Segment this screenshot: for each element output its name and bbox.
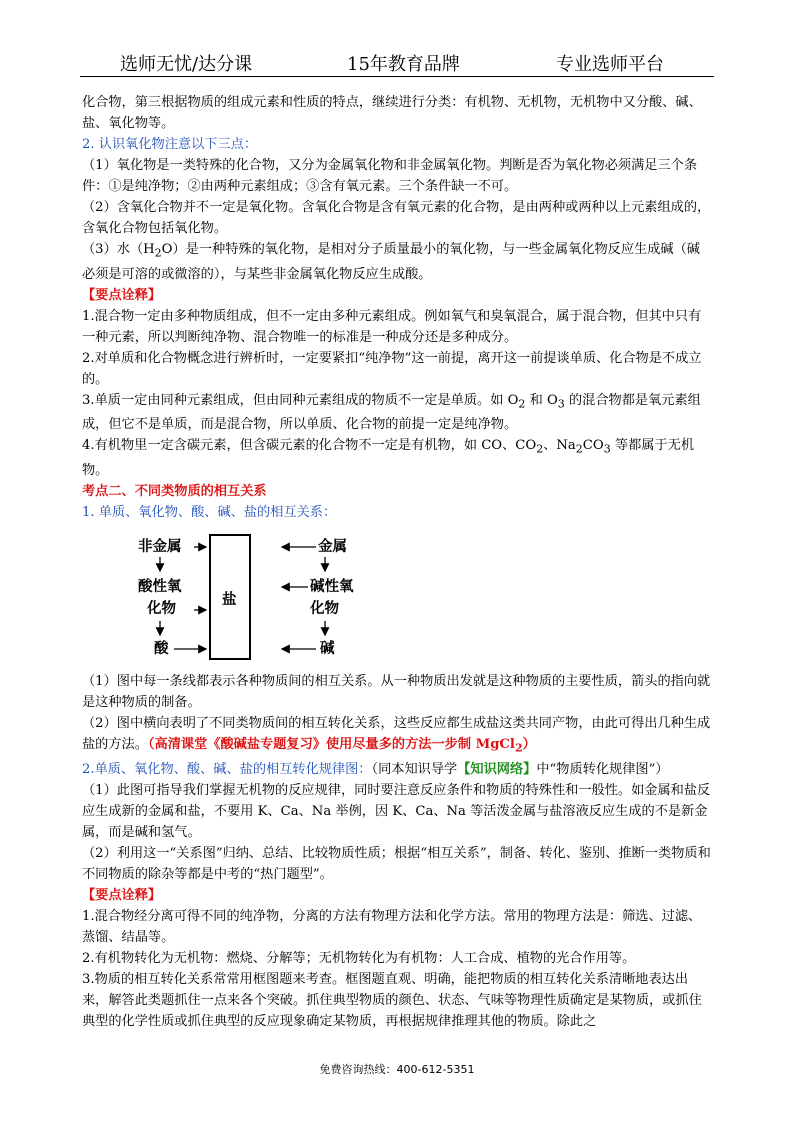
key-points-label: 【要点诠释】 — [82, 887, 162, 903]
paragraph: 3.单质一定由同种元素组成，但由同种元素组成的物质不一定是单质。如 $O_2$ 和 $O_3$ 的混合物都是氧元素组成，但它不是单质，而是混合物，所以单质、化合物的前提一定是纯净物。 — [82, 392, 701, 433]
document-body — [82, 92, 712, 1032]
subheading: 2.单质、氧化物、酸、碱、盐的相互转化规律图：（同本知识导学【知识网络】中“物质转化规律图”） — [82, 761, 669, 777]
paragraph: （1）此图可指导我们掌握无机物的反应规律，同时要注意反应条件和物质的特殊性和一般性。如金属和盐反应生成新的金属和盐，不要用 K、Ca、Na 举例，因 K、Ca、Na 等活泼金属与盐溶液反应生成的不是新金属，而是碱和氢气。 — [82, 782, 711, 840]
paragraph: 化合物，第三根据物质的组成元素和性质的特点，继续进行分类：有机物、无机物，无机物中又分酸、碱、盐、氧化物等。 — [82, 95, 702, 131]
node-base-oxide-line2: 化物 — [310, 600, 339, 617]
node-acid-oxide-line1: 酸性氧 — [138, 578, 182, 595]
node-acid: 酸 — [154, 640, 169, 657]
node-base-oxide-line1: 碱性氧 — [310, 578, 354, 595]
node-metal: 金属 — [318, 538, 347, 555]
node-salt: 盐 — [222, 591, 237, 608]
paragraph: （2）利用这一“关系图”归纳、总结、比较物质性质；根据“相互关系”，制备、转化、鉴别、推断一类物质和不同物质的除杂等都是中考的“热门题型”。 — [82, 845, 711, 882]
key-points-label: 【要点诠释】 — [82, 287, 162, 303]
heading-oxide: 2. 认识氧化物注意以下三点： — [82, 137, 258, 152]
page-header — [80, 46, 714, 77]
footer-hotline: 免费咨询热线：400-612-5351 — [319, 1063, 475, 1076]
paragraph: 2.有机物转化为无机物：燃烧、分解等；无机物转化为有机物：人工合成、植物的光合作用等。 — [82, 950, 636, 966]
header-platform: 专业选师平台 — [556, 54, 664, 75]
section-heading: 考点二、不同类物质的相互关系 — [82, 483, 267, 499]
subheading: 1. 单质、氧化物、酸、碱、盐的相互关系： — [82, 504, 337, 520]
header-slogan: 15年教育品牌 — [347, 54, 460, 75]
paragraph: 2.对单质和化合物概念进行辨析时，一定要紧扣“纯净物”这一前提，离开这一前提谈单质、化合物是不成立的。 — [82, 350, 702, 387]
paragraph: （2）图中横向表明了不同类物质间的相互转化关系，这些反应都生成盐这类共同产物，由此可得出几种生成盐的方法。（高清课堂《酸碱盐专题复习》使用尽量多的方法一步制 MgCl$_2$） — [82, 715, 711, 755]
node-acid-oxide-line2: 化物 — [147, 600, 176, 617]
paragraph: 3.物质的相互转化关系常常用框图题来考查。框图题直观、明确，能把物质的相互转化关系清晰地表达出来，解答此类题抓住一点来各个突破。抓住典型物质的颜色、状态、气味等物理性质确定是某物质，或抓住典型的化学性质或抓住典型的反应现象确定某物质，再根据规律推理其他的物质。除此之 — [82, 971, 702, 1029]
relation-diagram — [82, 527, 712, 667]
header-brand: 选师无忧/达分课 — [120, 54, 253, 75]
paragraph: （1）氧化物是一类特殊的化合物，又分为金属氧化物和非金属氧化物。判断是否为氧化物必须满足三个条件：①是纯净物；②由两种元素组成；③含有氧元素。三个条件缺一不可。 — [82, 158, 698, 194]
node-base: 碱 — [320, 640, 335, 657]
paragraph: （3）水$(H_2O)$是一种特殊的氧化物，是相对分子质量最小的氧化物，与一些金属氧化物反应生成碱（碱必须是可溶的或微溶的），与某些非金属氧化物反应生成酸。 — [82, 242, 700, 282]
paragraph: 4.有机物里一定含碳元素，但含碳元素的化合物不一定是有机物，如 CO、$CO_2$、$Na_2CO_3$ 等都属于无机物。 — [82, 438, 695, 478]
paragraph: 1.混合物经分离可得不同的纯净物，分离的方法有物理方法和化学方法。常用的物理方法是：筛选、过滤、蒸馏、结晶等。 — [82, 908, 702, 945]
paragraph: （1）图中每一条线都表示各种物质间的相互关系。从一种物质出发就是这种物质的主要性质，箭头的指向就是这种物质的制备。 — [82, 673, 711, 710]
paragraph: 1.混合物一定由多种物质组成，但不一定由多种元素组成。例如氧气和臭氧混合，属于混合物，但其中只有一种元素，所以判断纯净物、混合物唯一的标准是一种成分还是多种成分。 — [82, 308, 702, 345]
paragraph: （2）含氧化合物并不一定是氧化物。含氧化合物是含有氧元素的化合物，是由两种或两种以上元素组成的，含氧化合物包括氧化物。 — [82, 200, 711, 236]
node-nonmetal: 非金属 — [138, 538, 182, 555]
